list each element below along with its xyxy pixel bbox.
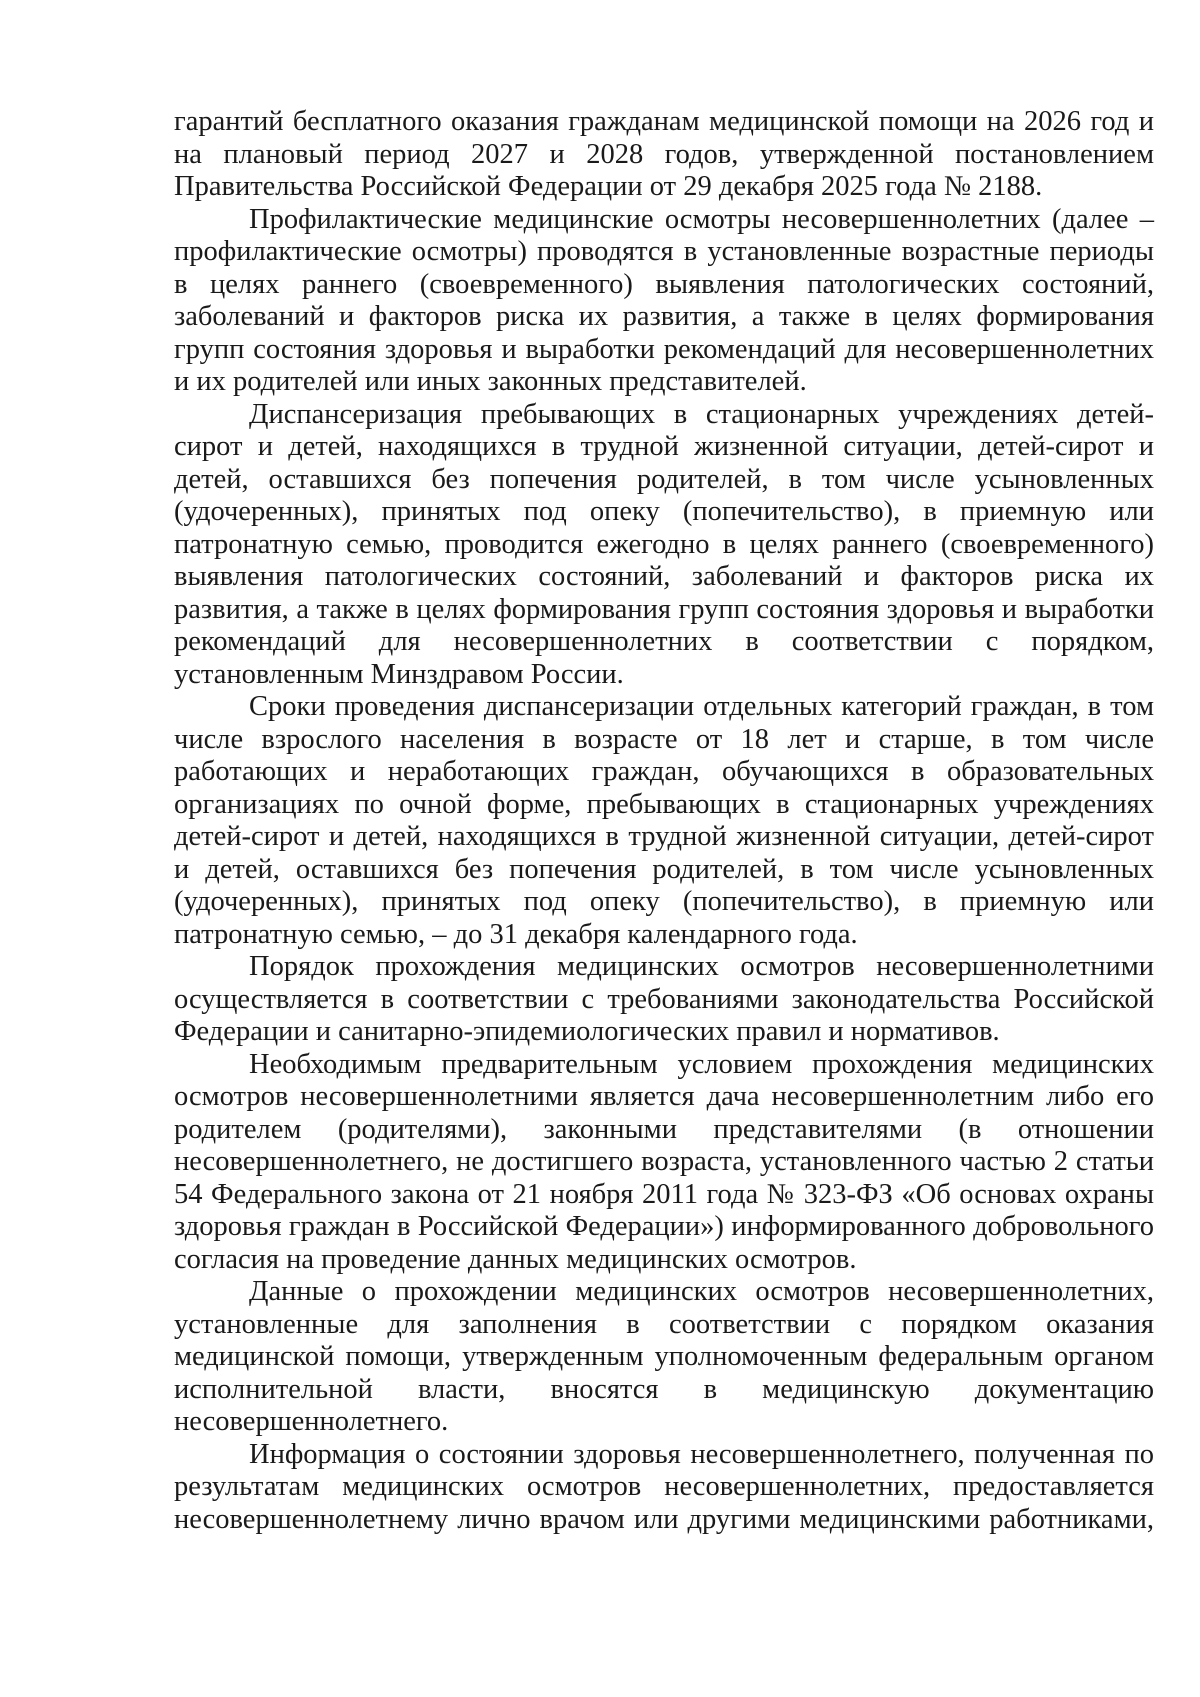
paragraph-dispensarization-terms: Сроки проведения диспансеризации отдельных категорий граждан, в том числе взрослого населения в возрасте от 18 лет и старше, в том числе работающих и неработающих граждан, обучающихся в образовательных организациях по очной форме, пребывающих в стационарных учреждениях детей-сирот и детей, находящихся в трудной жизненной ситуации, детей-сирот и детей, оставшихся без попечения родителей, в том числе усыновленных (удочеренных), принятых под опеку (попечительство), в приемную или патронатную семью, – до 31 декабря календарного года.	[174, 691, 1154, 950]
paragraph-exam-procedure: Порядок прохождения медицинских осмотров несовершеннолетними осуществляется в соответствии с требованиями законодательства Российской Федерации и санитарно-эпидемиологических правил и нормативов.	[174, 951, 1154, 1047]
document-body	[174, 106, 1154, 1536]
paragraph-orphans-dispensarization: Диспансеризация пребывающих в стационарных учреждениях детей-сирот и детей, находящихся в трудной жизненной ситуации, детей-сирот и детей, оставшихся без попечения родителей, в том числе усыновленных (удочеренных), принятых под опеку (попечительство), в приемную или патронатную семью, проводится ежегодно в целях раннего (своевременного) выявления патологических состояний, заболеваний и факторов риска их развития, а также в целях формирования групп состояния здоровья и выработки рекомендаций для несовершеннолетних в соответствии с порядком, установленным Минздравом России.	[174, 398, 1154, 690]
paragraph-health-information: Информация о состоянии здоровья несовершеннолетнего, полученная по результатам медицинских осмотров несовершеннолетних, предоставляется несовершеннолетнему лично врачом или другими медицинскими работниками,	[174, 1438, 1154, 1535]
paragraph-exam-records: Данные о прохождении медицинских осмотров несовершеннолетних, установленные для заполнения в соответствии с порядком оказания медицинской помощи, утвержденным уполномоченным федеральным органом исполнительной власти, вносятся в медицинскую документацию несовершеннолетнего.	[174, 1276, 1154, 1437]
paragraph-informed-consent: Необходимым предварительным условием прохождения медицинских осмотров несовершеннолетними является дача несовершеннолетним либо его родителем (родителями), законными представителями (в отношении несовершеннолетнего, не достигшего возраста, установленного частью 2 статьи 54 Федерального закона от 21 ноября 2011 года № 323-ФЗ «Об основах охраны здоровья граждан в Российской Федерации») информированного добровольного согласия на проведение данных медицинских осмотров.	[174, 1048, 1154, 1275]
paragraph-preventive-exams: Профилактические медицинские осмотры несовершеннолетних (далее – профилактические осмотры) проводятся в установленные возрастные периоды в целях раннего (своевременного) выявления патологических состояний, заболеваний и факторов риска их развития, а также в целях формирования групп состояния здоровья и выработки рекомендаций для несовершеннолетних и их родителей или иных законных представителей.	[174, 203, 1154, 397]
paragraph-continuation: гарантий бесплатного оказания гражданам медицинской помощи на 2026 год и на плановый период 2027 и 2028 годов, утвержденной постановлением Правительства Российской Федерации от 29 декабря 2025 года № 2188.	[174, 106, 1154, 202]
